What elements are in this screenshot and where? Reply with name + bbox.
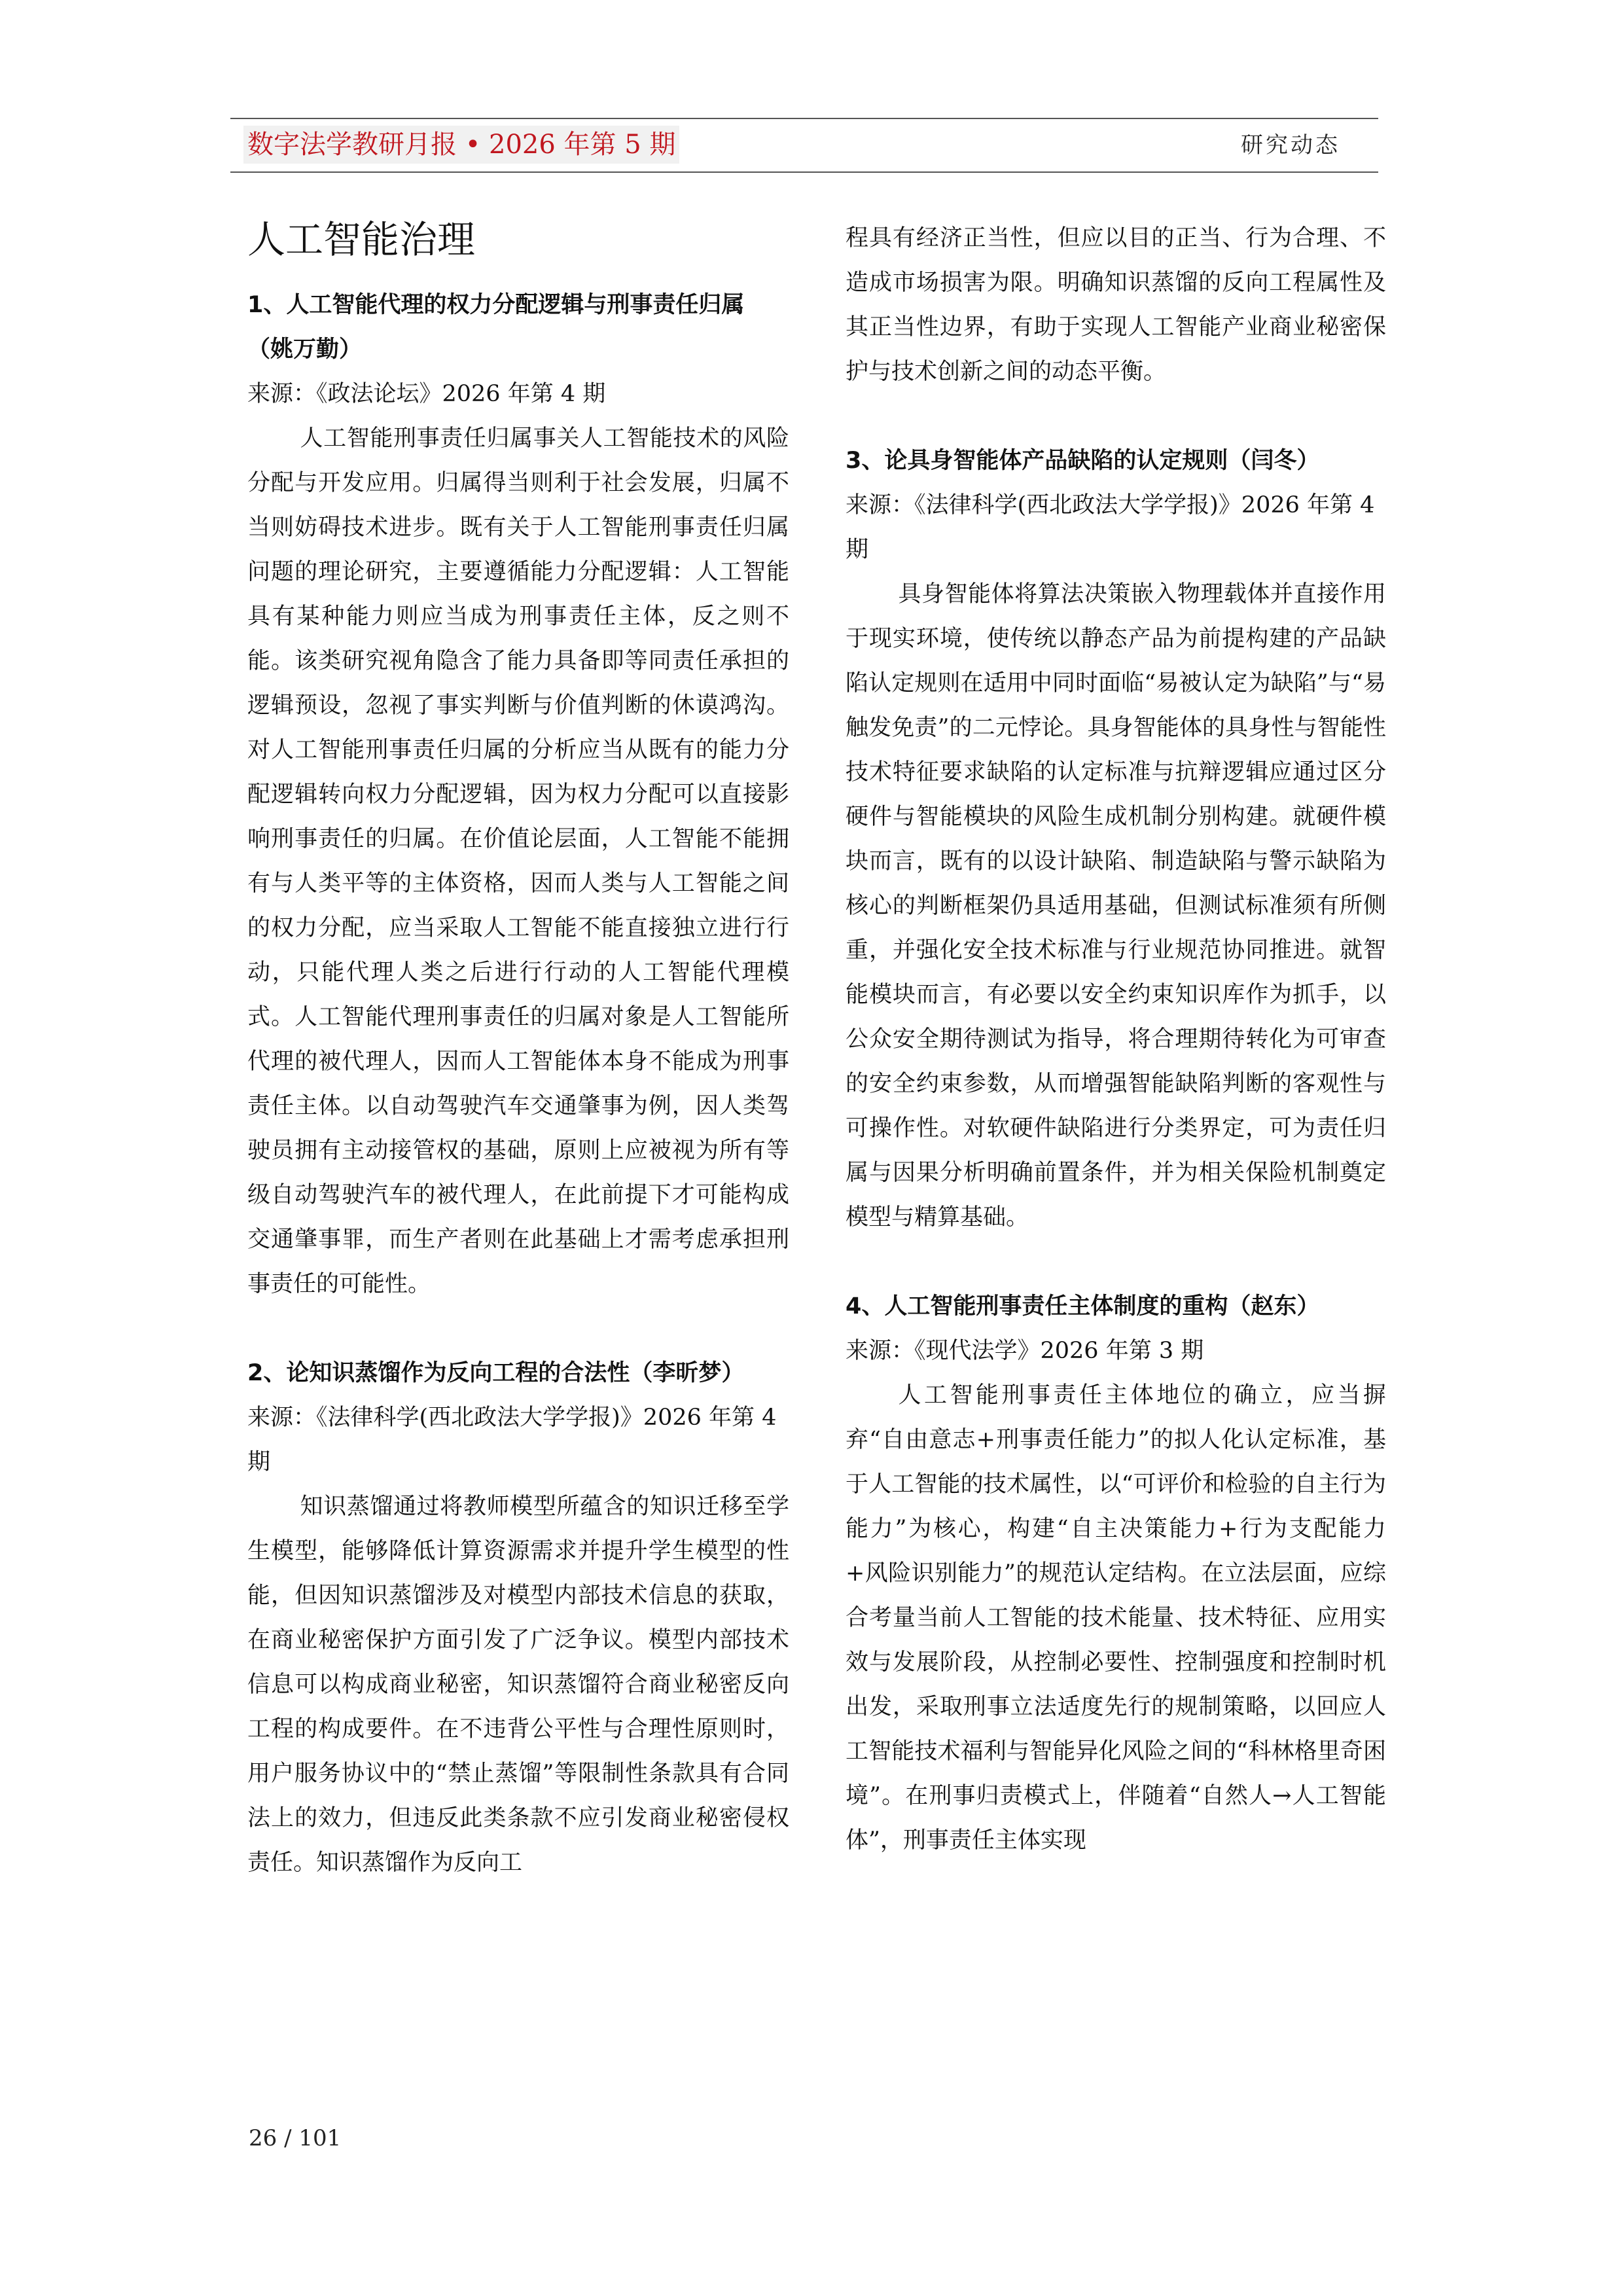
article-title: 2、论知识蒸馏作为反向工程的合法性（李昕梦）: [247, 1360, 745, 1386]
article-source: 来源：《现代法学》2026 年第 3 期: [846, 1338, 1204, 1364]
article-abstract: 具身智能体将算法决策嵌入物理载体并直接作用于现实环境，使传统以静态产品为前提构建的产品缺陷认定规则在适用中同时面临“易被认定为缺陷”与“易触发免责”的二元悖论。具身智能体的具身性与智能性技术特征要求缺陷的认定标准与抗辩逻辑应通过区分硬件与智能模块的风险生成机制分别构建。就硬件模块而言，既有的以设计缺陷、制造缺陷与警示缺陷为核心的判断框架仍具适用基础，但测试标准须有所侧重，并强化安全技术标准与行业规范协同推进。就智能模块而言，有必要以安全约束知识库作为抓手，以公众安全期待测试为指导，将合理期待转化为可审查的安全约束参数，从而增强智能缺陷判断的客观性与可操作性。对软硬件缺陷进行分类界定，可为责任归属与因果分析明确前置条件，并为相关保险机制奠定模型与精算基础。: [846, 581, 1386, 1230]
header-section-label: 研究动态: [1241, 132, 1340, 158]
article-1: [247, 283, 789, 1306]
article-spacer: [846, 394, 1386, 439]
article-abstract-continued: 程具有经济正当性，但应以目的正当、行为合理、不造成市场损害为限。明确知识蒸馏的反向工程属性及其正当性边界，有助于实现人工智能产业商业秘密保护与技术创新之间的动态平衡。: [846, 225, 1386, 385]
header-rule-bottom: [230, 171, 1378, 173]
article-abstract: 人工智能刑事责任归属事关人工智能技术的风险分配与开发应用。归属得当则利于社会发展，归属不当则妨碍技术进步。既有关于人工智能刑事责任归属问题的理论研究，主要遵循能力分配逻辑：人工智能具有某种能力则应当成为刑事责任主体，反之则不能。该类研究视角隐含了能力具备即等同责任承担的逻辑预设，忽视了事实判断与价值判断的休谟鸿沟。对人工智能刑事责任归属的分析应当从既有的能力分配逻辑转向权力分配逻辑，因为权力分配可以直接影响刑事责任的归属。在价值论层面，人工智能不能拥有与人类平等的主体资格，因而人类与人工智能之间的权力分配，应当采取人工智能不能直接独立进行行动，只能代理人类之后进行行动的人工智能代理模式。人工智能代理刑事责任的归属对象是人工智能所代理的被代理人，因而人工智能体本身不能成为刑事责任主体。以自动驾驶汽车交通肇事为例，因人类驾驶员拥有主动接管权的基础，原则上应被视为所有等级自动驾驶汽车的被代理人，在此前提下才可能构成交通肇事罪，而生产者则在此基础上才需考虑承担刑事责任的可能性。: [247, 425, 789, 1297]
article-4: [846, 1284, 1386, 1863]
article-title: 1、人工智能代理的权力分配逻辑与刑事责任归属（姚万勤）: [247, 292, 745, 363]
article-title: 3、论具身智能体产品缺陷的认定规则（闫冬）: [846, 448, 1320, 474]
article-abstract: 知识蒸馏通过将教师模型所蕴含的知识迁移至学生模型，能够降低计算资源需求并提升学生模型的性能，但因知识蒸馏涉及对模型内部技术信息的获取，在商业秘密保护方面引发了广泛争议。模型内部技术信息可以构成商业秘密，知识蒸馏符合商业秘密反向工程的构成要件。在不违背公平性与合理性原则时，用户服务协议中的“禁止蒸馏”等限制性条款具有合同法上的效力，但违反此类条款不应引发商业秘密侵权责任。知识蒸馏作为反向工: [247, 1494, 789, 1876]
article-2: [247, 1351, 789, 1885]
journal-title: 数字法学教研月报 • 2026 年第 5 期: [243, 126, 679, 164]
article-source: 来源：《法律科学(西北政法大学学报)》2026 年第 4 期: [846, 492, 1375, 563]
article-spacer: [846, 1240, 1386, 1284]
article-source: 来源：《政法论坛》2026 年第 4 期: [247, 381, 606, 407]
article-source: 来源：《法律科学(西北政法大学学报)》2026 年第 4 期: [247, 1405, 777, 1475]
header-rule-top: [230, 118, 1378, 119]
page-number: 26 / 101: [249, 2125, 342, 2151]
article-spacer: [247, 1306, 789, 1351]
right-column: [846, 216, 1386, 1863]
article-abstract: 人工智能刑事责任主体地位的确立，应当摒弃“自由意志+刑事责任能力”的拟人化认定标准，基于人工智能的技术属性，以“可评价和检验的自主行为能力”为核心，构建“自主决策能力+行为支配能力+风险识别能力”的规范认定结构。在立法层面，应综合考量当前人工智能的技术能量、技术特征、应用实效与发展阶段，从控制必要性、控制强度和控制时机出发，采取刑事立法适度先行的规制策略，以回应人工智能技术福利与智能异化风险之间的“科林格里奇困境”。在刑事归责模式上，伴随着“自然人→人工智能体”，刑事责任主体实现: [846, 1382, 1386, 1854]
section-title: 人工智能治理: [247, 217, 476, 262]
article-title: 4、人工智能刑事责任主体制度的重构（赵东）: [846, 1293, 1320, 1319]
article-3: [846, 439, 1386, 1240]
left-column: [247, 216, 789, 1885]
